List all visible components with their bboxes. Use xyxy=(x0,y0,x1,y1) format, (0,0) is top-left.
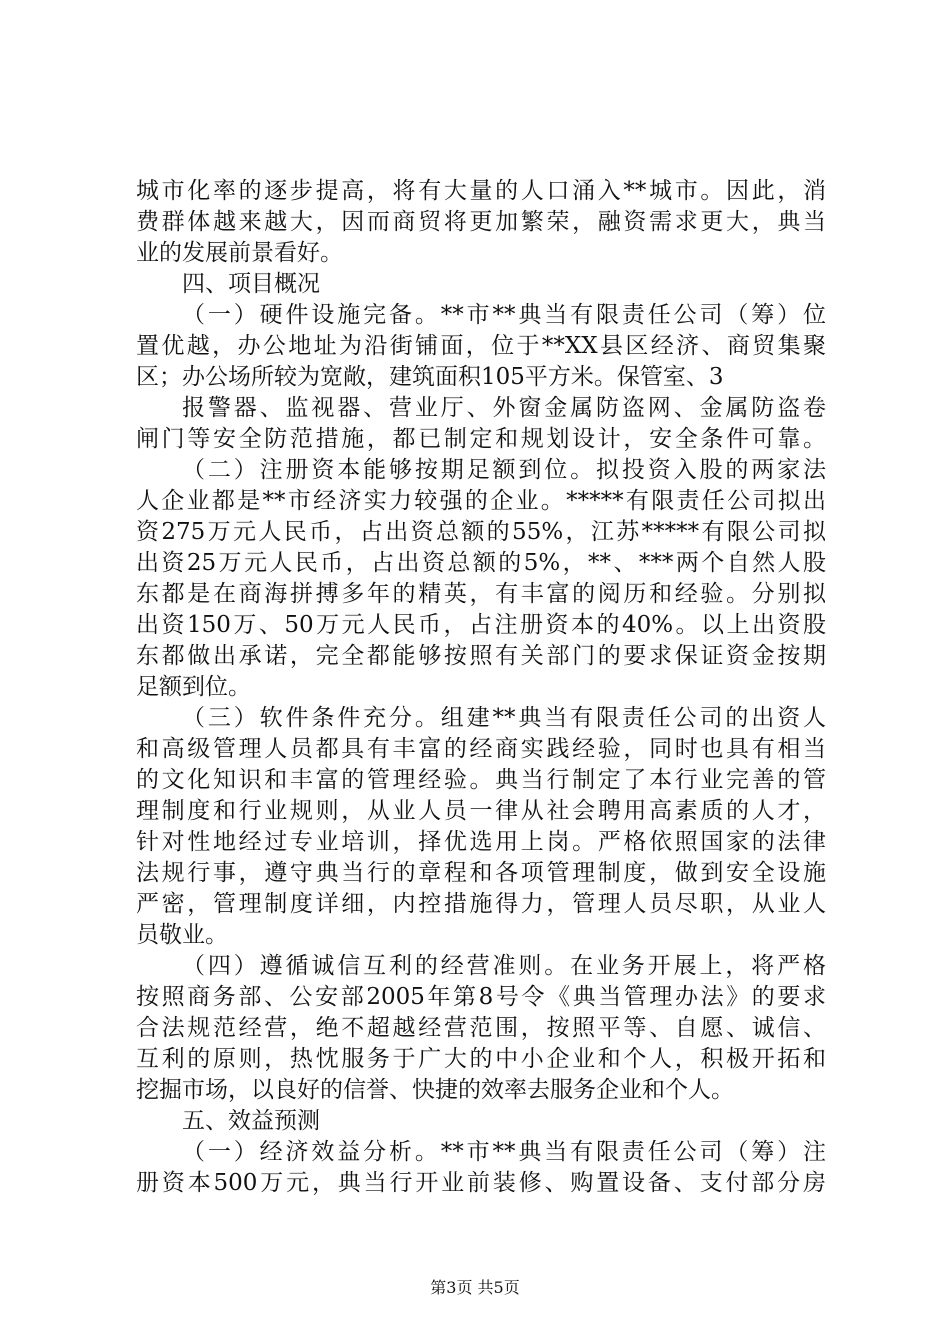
text-line: 严密，管理制度详细，内控措施得力，管理人员尽职，从业人 xyxy=(136,891,826,917)
text-line: 区；办公场所较为宽敞，建筑面积105平方米。保管室、3 xyxy=(136,364,724,390)
text-line: 报警器、监视器、营业厅、外窗金属防盗网、金属防盗卷 xyxy=(182,395,826,421)
text-line: 挖掘市场，以良好的信誉、快捷的效率去服务企业和个人。 xyxy=(136,1077,734,1103)
text-line: 册资本500万元，典当行开业前装修、购置设备、支付部分房 xyxy=(136,1170,826,1196)
text-line: 资275万元人民币，占出资总额的55%，江苏*****有限公司拟 xyxy=(136,519,826,545)
text-line: （二）注册资本能够按期足额到位。拟投资入股的两家法 xyxy=(182,457,826,483)
text-line: 城市化率的逐步提高，将有大量的人口涌入**城市。因此，消 xyxy=(136,178,826,204)
document-body xyxy=(136,176,826,1199)
text-line: 出资150万、50万元人民币，占注册资本的40%。以上出资股 xyxy=(136,612,826,638)
text-line: （一）硬件设施完备。**市**典当有限责任公司（筹）位 xyxy=(182,302,826,328)
text-line: （四）遵循诚信互利的经营准则。在业务开展上，将严格 xyxy=(182,953,826,979)
text-line: 出资25万元人民币，占出资总额的5%，**、***两个自然人股 xyxy=(136,550,826,576)
text-line: 足额到位。 xyxy=(136,674,251,700)
text-line: 互利的原则，热忱服务于广大的中小企业和个人，积极开拓和 xyxy=(136,1046,826,1072)
section-heading-4: 四、项目概况 xyxy=(182,271,320,297)
text-line: 置优越，办公地址为沿街铺面，位于**XX县区经济、商贸集聚 xyxy=(136,333,826,359)
text-line: 针对性地经过专业培训，择优选用上岗。严格依照国家的法律 xyxy=(136,829,826,855)
text-line: 闸门等安全防范措施，都已制定和规划设计，安全条件可靠。 xyxy=(136,426,826,452)
page-number-footer: 第3页 共5页 xyxy=(430,1278,520,1297)
section-heading-5: 五、效益预测 xyxy=(182,1108,320,1134)
text-line: 法规行事，遵守典当行的章程和各项管理制度，做到安全设施 xyxy=(136,860,826,886)
text-line: 按照商务部、公安部2005年第8号令《典当管理办法》的要求 xyxy=(136,984,826,1010)
text-line: 的文化知识和丰富的管理经验。典当行制定了本行业完善的管 xyxy=(136,767,826,793)
text-line: 理制度和行业规则，从业人员一律从社会聘用高素质的人才， xyxy=(136,798,826,824)
text-line: 和高级管理人员都具有丰富的经商实践经验，同时也具有相当 xyxy=(136,736,826,762)
text-line: 费群体越来越大，因而商贸将更加繁荣，融资需求更大，典当 xyxy=(136,209,826,235)
text-line: 合法规范经营，绝不超越经营范围，按照平等、自愿、诚信、 xyxy=(136,1015,826,1041)
text-line: 员敬业。 xyxy=(136,922,228,948)
text-line: 人企业都是**市经济实力较强的企业。*****有限责任公司拟出 xyxy=(136,488,826,514)
text-line: （三）软件条件充分。组建**典当有限责任公司的出资人 xyxy=(182,705,826,731)
text-line: 业的发展前景看好。 xyxy=(136,240,343,266)
text-line: 东都是在商海拼搏多年的精英，有丰富的阅历和经验。分别拟 xyxy=(136,581,826,607)
text-line: 东都做出承诺，完全都能够按照有关部门的要求保证资金按期 xyxy=(136,643,826,669)
text-line: （一）经济效益分析。**市**典当有限责任公司（筹）注 xyxy=(182,1139,826,1165)
